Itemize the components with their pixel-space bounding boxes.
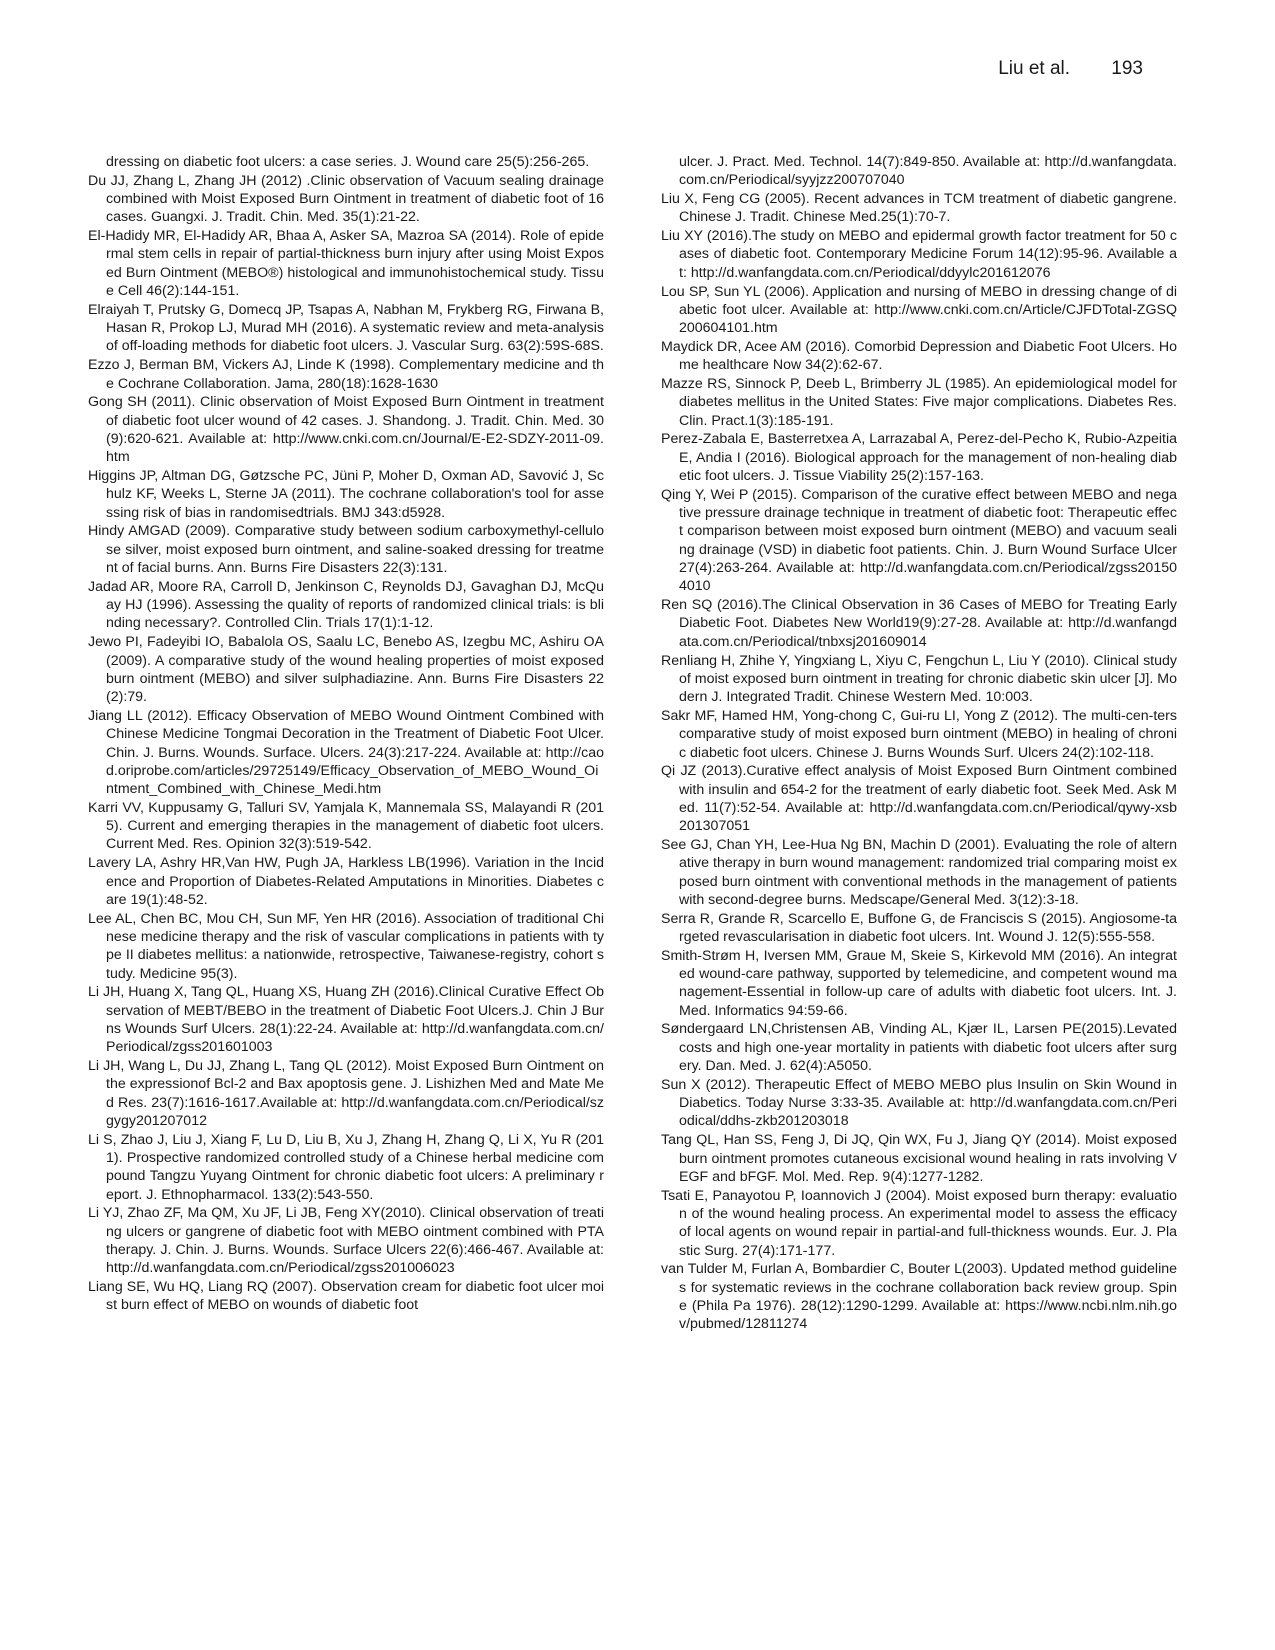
- reference-entry: Serra R, Grande R, Scarcello E, Buffone G, de Franciscis S (2015). Angiosome-targeted revascularisation in diabetic foot ulcers. Int. Wound J. 12(5):555-558.: [661, 910, 1177, 945]
- reference-entry: Liang SE, Wu HQ, Liang RQ (2007). Observation cream for diabetic foot ulcer moist burn effect of MEBO on wounds of diabetic foot: [88, 1279, 604, 1314]
- reference-entry: Jadad AR, Moore RA, Carroll D, Jenkinson C, Reynolds DJ, Gavaghan DJ, McQuay HJ (1996). Assessing the quality of reports of randomized clinical trials: is blinding necessary?. Controlled Clin. Trials 17(1):1-12.: [88, 578, 604, 632]
- reference-entry: See GJ, Chan YH, Lee-Hua Ng BN, Machin D (2001). Evaluating the role of alternative therapy in burn wound management: randomized trial comparing moist exposed burn ointment with conventional methods in the management of patients with second-degree burns. Medscape/General Med. 3(12):3-18.: [661, 836, 1177, 908]
- reference-entry: Ezzo J, Berman BM, Vickers AJ, Linde K (1998). Complementary medicine and the Cochrane Collaboration. Jama, 280(18):1628-1630: [88, 357, 604, 392]
- reference-entry: Hindy AMGAD (2009). Comparative study between sodium carboxymethyl-cellulose silver, moist exposed burn ointment, and saline-soaked dressing for treatment of facial burns. Ann. Burns Fire Disasters 22(3):131.: [88, 523, 604, 577]
- reference-entry: El-Hadidy MR, El-Hadidy AR, Bhaa A, Asker SA, Mazroa SA (2014). Role of epidermal stem cells in repair of partial-thickness burn injury after using Moist Exposed Burn Ointment (MEBO®) histological and immunohistochemical study. Tissue Cell 46(2):144-151.: [88, 228, 604, 300]
- reference-entry: Qing Y, Wei P (2015). Comparison of the curative effect between MEBO and negative pressure drainage technique in treatment of diabetic foot: Therapeutic effect comparison between moist exposed burn ointment (MEBO) and vacuum sealing drainage (VSD) in diabetic foot patients. Chin. J. Burn Wound Surface Ulcer 27(4):263-264. Available at: http://d.wanfangdata.com.cn/Periodical/zgss201504010: [661, 486, 1177, 595]
- reference-entry: Lavery LA, Ashry HR,Van HW, Pugh JA, Harkless LB(1996). Variation in the Incidence and Proportion of Diabetes-Related Amputations in Minorities. Diabetes care 19(1):48-52.: [88, 855, 604, 908]
- reference-entry: Karri VV, Kuppusamy G, Talluri SV, Yamjala K, Mannemala SS, Malayandi R (2015). Current and emerging therapies in the management of diabetic foot ulcers. Current Med. Res. Opinion 32(3):519-542.: [88, 799, 604, 853]
- reference-entry: Smith-Strøm H, Iversen MM, Graue M, Skeie S, Kirkevold MM (2016). An integrated wound-care pathway, supported by telemedicine, and competent wound management-Essential in follow-up care of adults with diabetic foot ulcers. Int. J. Med. Informatics 94:59-66.: [661, 947, 1177, 1019]
- references-left-column: [88, 153, 604, 1315]
- reference-entry: Sun X (2012). Therapeutic Effect of MEBO MEBO plus Insulin on Skin Wound in Diabetics. Today Nurse 3:33-35. Available at: http://d.wanfangdata.com.cn/Periodical/ddhs-zkb201203018: [661, 1076, 1177, 1130]
- reference-entry: ulcer. J. Pract. Med. Technol. 14(7):849-850. Available at: http://d.wanfangdata.com.cn/Periodical/syyjzz200707040: [679, 154, 1177, 189]
- reference-entry: Liu XY (2016).The study on MEBO and epidermal growth factor treatment for 50 cases of diabetic foot. Contemporary Medicine Forum 14(12):95-96. Available at: http://d.wanfangdata.com.cn/Periodical/ddyylc201612076: [661, 228, 1177, 281]
- reference-entry: Lee AL, Chen BC, Mou CH, Sun MF, Yen HR (2016). Association of traditional Chinese medicine therapy and the risk of vascular complications in patients with type II diabetes mellitus: a nationwide, retrospective, Taiwanese-registry, cohort study. Medicine 95(3).: [88, 910, 604, 982]
- reference-entry: Jiang LL (2012). Efficacy Observation of MEBO Wound Ointment Combined with Chinese Medicine Tongmai Decoration in the Treatment of Diabetic Foot Ulcer. Chin. J. Burns. Wounds. Surface. Ulcers. 24(3):217-224. Available at: http://caod.oriprobe.com/articles/29725149/Efficacy_Observation_of_MEBO_Wound_Ointment_Combined_with_Chinese_Medi.htm: [88, 707, 604, 798]
- reference-entry: Gong SH (2011). Clinic observation of Moist Exposed Burn Ointment in treatment of diabetic foot ulcer wound of 42 cases. J. Shandong. J. Tradit. Chin. Med. 30(9):620-621. Available at: http://www.cnki.com.cn/Journal/E-E2-SDZY-2011-09.htm: [88, 394, 604, 466]
- reference-entry: Sakr MF, Hamed HM, Yong-chong C, Gui-ru LI, Yong Z (2012). The multi-cen-ters comparative study of moist exposed burn ointment (MEBO) in healing of chronic diabetic foot ulcers. Chinese J. Burns Wounds Surf. Ulcers 24(2):102-118.: [661, 707, 1177, 761]
- reference-entry: Liu X, Feng CG (2005). Recent advances in TCM treatment of diabetic gangrene. Chinese J. Tradit. Chinese Med.25(1):70-7.: [661, 191, 1177, 226]
- reference-entry: Li JH, Huang X, Tang QL, Huang XS, Huang ZH (2016).Clinical Curative Effect Observation of MEBT/BEBO in the treatment of Diabetic Foot Ulcers.J. Chin J Burns Wounds Surf Ulcers. 28(1):22-24. Available at: http://d.wanfangdata.com.cn/Periodical/zgss201601003: [88, 984, 604, 1056]
- reference-entry: Ren SQ (2016).The Clinical Observation in 36 Cases of MEBO for Treating Early Diabetic Foot. Diabetes New World19(9):27-28. Available at: http://d.wanfangdata.com.cn/Periodical/tnbxsj201609014: [661, 597, 1177, 650]
- reference-entry: Mazze RS, Sinnock P, Deeb L, Brimberry JL (1985). An epidemiological model for diabetes mellitus in the United States: Five major complications. Diabetes Res. Clin. Pract.1(3):185-191.: [661, 376, 1177, 429]
- reference-entry: Li YJ, Zhao ZF, Ma QM, Xu JF, Li JB, Feng XY(2010). Clinical observation of treating ulcers or gangrene of diabetic foot with MEBO ointment combined with PTA therapy. J. Chin. J. Burns. Wounds. Surface Ulcers 22(6):466-467. Available at: http://d.wanfangdata.com.cn/Periodical/zgss201006023: [88, 1205, 604, 1277]
- reference-entry: Elraiyah T, Prutsky G, Domecq JP, Tsapas A, Nabhan M, Frykberg RG, Firwana B, Hasan R, Prokop LJ, Murad MH (2016). A systematic review and meta-analysis of off-loading methods for diabetic foot ulcers. J. Vascular Surg. 63(2):59S-68S.: [88, 301, 604, 355]
- reference-entry: van Tulder M, Furlan A, Bombardier C, Bouter L(2003). Updated method guidelines for systematic reviews in the cochrane collaboration back review group. Spine (Phila Pa 1976). 28(12):1290-1299. Available at: https://www.ncbi.nlm.nih.gov/pubmed/12811274: [661, 1261, 1177, 1333]
- reference-entry: Renliang H, Zhihe Y, Yingxiang L, Xiyu C, Fengchun L, Liu Y (2010). Clinical study of moist exposed burn ointment in treating for chronic diabetic skin ulcer [J]. Modern J. Integrated Tradit. Chinese Western Med. 10:003.: [661, 652, 1177, 706]
- reference-entry: Maydick DR, Acee AM (2016). Comorbid Depression and Diabetic Foot Ulcers. Home healthcare Now 34(2):62-67.: [661, 338, 1177, 374]
- reference-entry: Tang QL, Han SS, Feng J, Di JQ, Qin WX, Fu J, Jiang QY (2014). Moist exposed burn ointment promotes cutaneous excisional wound healing in rats involving VEGF and bFGF. Mol. Med. Rep. 9(4):1277-1282.: [661, 1132, 1177, 1185]
- reference-entry: Higgins JP, Altman DG, Gøtzsche PC, Jüni P, Moher D, Oxman AD, Savović J, Schulz KF, Weeks L, Sterne JA (2011). The cochrane collaboration's tool for assessing risk of bias in randomisedtrials. BMJ 343:d5928.: [88, 468, 604, 521]
- page-number: 193: [1111, 58, 1143, 79]
- references-right-column: [661, 153, 1177, 1334]
- reference-entry: Perez-Zabala E, Basterretxea A, Larrazabal A, Perez-del-Pecho K, Rubio-Azpeitia E, Andia I (2016). Biological approach for the management of non-healing diabetic foot ulcers. J. Tissue Viability 25(2):157-163.: [661, 431, 1177, 485]
- reference-entry: Lou SP, Sun YL (2006). Application and nursing of MEBO in dressing change of diabetic foot ulcer. Available at: http://www.cnki.com.cn/Article/CJFDTotal-ZGSQ200604101.htm: [661, 283, 1177, 337]
- reference-entry: Li S, Zhao J, Liu J, Xiang F, Lu D, Liu B, Xu J, Zhang H, Zhang Q, Li X, Yu R (2011). Prospective randomized controlled study of a Chinese herbal medicine compound Tangzu Yuyang Ointment for chronic diabetic foot ulcers: A preliminary report. J. Ethnopharmacol. 133(2):543-550.: [88, 1131, 604, 1203]
- running-header-author: Liu et al.: [998, 58, 1071, 79]
- reference-entry: dressing on diabetic foot ulcers: a case series. J. Wound care 25(5):256-265.: [106, 154, 590, 170]
- reference-entry: Du JJ, Zhang L, Zhang JH (2012) .Clinic observation of Vacuum sealing drainage combined with Moist Exposed Burn Ointment in treatment of diabetic foot of 16 cases. Guangxi. J. Tradit. Chin. Med. 35(1):21-22.: [88, 172, 604, 226]
- reference-entry: Søndergaard LN,Christensen AB, Vinding AL, Kjær IL, Larsen PE(2015).Levated costs and high one-year mortality in patients with diabetic foot ulcers after surgery. Dan. Med. J. 62(4):A5050.: [661, 1021, 1177, 1075]
- reference-entry: Tsati E, Panayotou P, Ioannovich J (2004). Moist exposed burn therapy: evaluation of the wound healing process. An experimental model to assess the efficacy of local agents on wound repair in partial-and full-thickness wounds. Eur. J. Plastic Surg. 27(4):171-177.: [661, 1187, 1177, 1259]
- reference-entry: Li JH, Wang L, Du JJ, Zhang L, Tang QL (2012). Moist Exposed Burn Ointment on the expressionof Bcl-2 and Bax apoptosis gene. J. Lishizhen Med and Mate Med Res. 23(7):1616-1617.Available at: http://d.wanfangdata.com.cn/Periodical/szgygy201207012: [88, 1058, 604, 1129]
- reference-entry: Jewo PI, Fadeyibi IO, Babalola OS, Saalu LC, Benebo AS, Izegbu MC, Ashiru OA (2009). A comparative study of the wound healing properties of moist exposed burn ointment (MEBO) and silver sulphadiazine. Ann. Burns Fire Disasters 22(2):79.: [88, 634, 604, 706]
- reference-entry: Qi JZ (2013).Curative effect analysis of Moist Exposed Burn Ointment combined with insulin and 654-2 for the treatment of early diabetic foot. Seek Med. Ask Med. 11(7):52-54. Available at: http://d.wanfangdata.com.cn/Periodical/qywy-xsb201307051: [661, 763, 1177, 835]
- running-header: [998, 58, 1143, 80]
